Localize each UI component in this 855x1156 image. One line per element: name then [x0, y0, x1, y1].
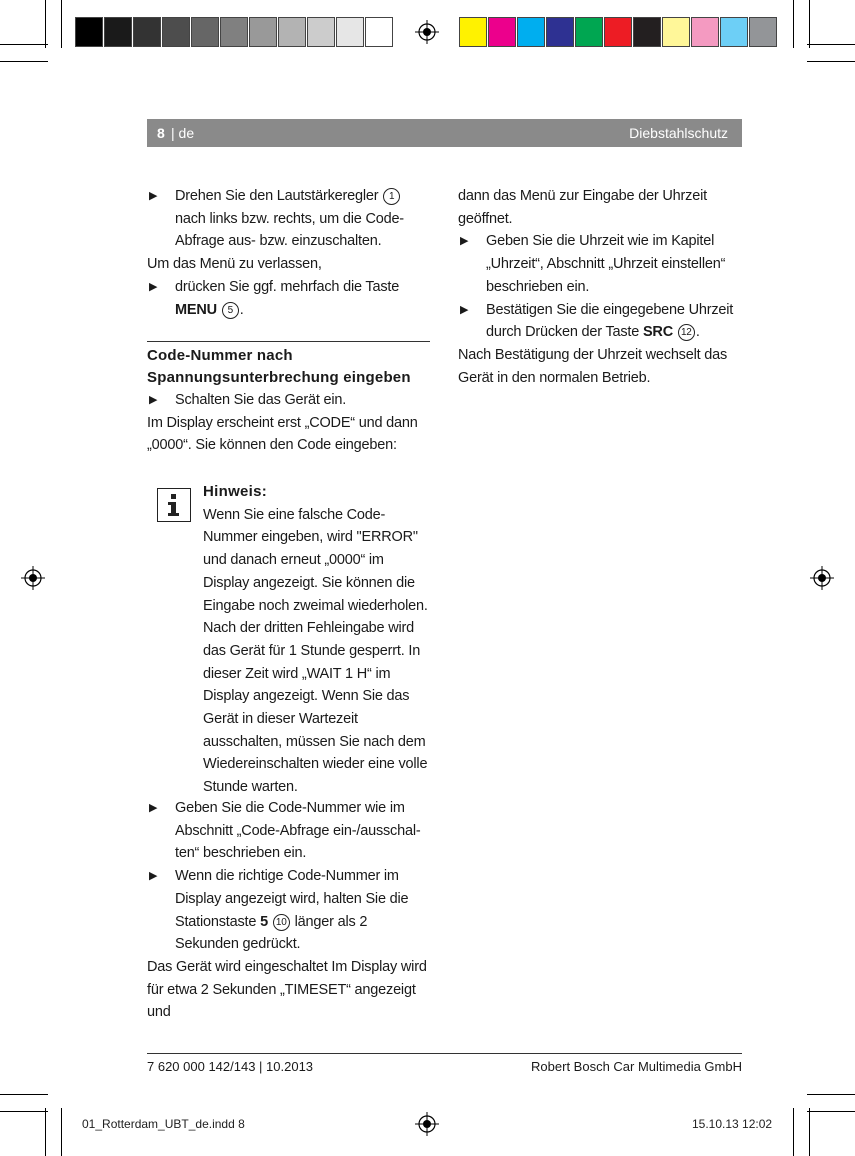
color-swatch — [104, 17, 132, 47]
control-number-badge: 12 — [678, 324, 695, 341]
color-swatch — [488, 17, 516, 47]
crop-mark — [807, 1111, 855, 1112]
bullet-item — [147, 276, 432, 321]
color-swatch — [75, 17, 103, 47]
bullet-text: nach links bzw. rechts, um die Code-Abfrage aus- bzw. einzuschalten. — [175, 210, 404, 250]
section-divider — [147, 341, 430, 342]
paragraph: Nach Bestätigung der Uhrzeit wechselt das Gerät in den normalen Betrieb. — [458, 346, 728, 386]
bullet-item — [147, 865, 432, 956]
key-label: MENU — [175, 301, 217, 318]
bullet-text: Drehen Sie den Lautstärkeregler — [175, 188, 379, 204]
color-swatch — [191, 17, 219, 47]
bullet-item — [458, 299, 743, 344]
registration-mark-icon — [415, 1112, 439, 1136]
bullet-triangle-icon: ▶ — [149, 394, 158, 406]
paragraph: Im Display erscheint erst „CODE“ und dann „0000“. Sie können den Code eingeben: — [147, 414, 418, 454]
info-icon — [157, 488, 191, 522]
bullet-item — [147, 797, 432, 865]
section-title: Diebstahlschutz — [629, 125, 728, 141]
bullet-triangle-icon: ▶ — [149, 280, 158, 293]
color-swatch — [517, 17, 545, 47]
bullet-text: Wenn die richtige Code-Nummer im Display angezeigt wird, halten Sie die Stationstaste — [175, 868, 409, 930]
right-column — [458, 185, 743, 389]
crop-mark — [45, 1108, 46, 1156]
color-swatch — [307, 17, 335, 47]
note-box — [203, 481, 431, 799]
bullet-item — [147, 185, 432, 253]
bullet-triangle-icon: ▶ — [460, 235, 469, 248]
bullet-item — [458, 230, 743, 298]
registration-mark-icon — [810, 566, 834, 590]
bullet-text: länger als 2 Sekunden gedrückt. — [175, 913, 368, 953]
company-name: Robert Bosch Car Multimedia GmbH — [531, 1059, 742, 1074]
color-swatch — [459, 17, 487, 47]
paragraph: Das Gerät wird eingeschaltet Im Display wird für etwa 2 Sekunden „TIMESET“ angezeigt und — [147, 958, 427, 1021]
bullet-text: drücken Sie ggf. mehrfach die Taste — [175, 278, 400, 295]
key-label: 5 — [260, 913, 268, 930]
crop-mark — [0, 1094, 48, 1095]
paragraph: Um das Menü zu verlassen, — [147, 256, 322, 273]
color-swatch — [278, 17, 306, 47]
color-swatch — [162, 17, 190, 47]
slug-filename: 01_Rotterdam_UBT_de.indd 8 — [82, 1117, 245, 1131]
color-swatch — [336, 17, 364, 47]
color-swatch — [749, 17, 777, 47]
left-column-lower — [147, 797, 432, 1024]
document-id: 7 620 000 142/143 | 10.2013 — [147, 1059, 314, 1074]
registration-mark-icon — [415, 20, 439, 44]
color-swatch — [691, 17, 719, 47]
color-swatch — [546, 17, 574, 47]
crop-mark — [61, 1108, 62, 1156]
bullet-text: . — [239, 301, 244, 318]
left-column-section — [147, 345, 430, 457]
color-swatch — [575, 17, 603, 47]
bullet-item — [147, 389, 430, 412]
bullet-text: Schalten Sie das Gerät ein. — [175, 392, 347, 408]
crop-mark — [793, 0, 794, 48]
footer-divider — [147, 1053, 742, 1054]
crop-mark — [0, 1111, 48, 1112]
slug-datetime: 15.10.13 12:02 — [692, 1117, 773, 1131]
crop-mark — [793, 1108, 794, 1156]
bullet-triangle-icon: ▶ — [149, 190, 158, 202]
color-swatch — [133, 17, 161, 47]
color-swatch — [220, 17, 248, 47]
key-label: SRC — [642, 324, 673, 341]
crop-mark — [45, 0, 46, 48]
color-swatch — [720, 17, 748, 47]
color-swatch — [365, 17, 393, 47]
crop-mark — [0, 61, 48, 62]
color-swatch — [249, 17, 277, 47]
crop-mark — [809, 0, 810, 48]
bullet-text: Geben Sie die Uhrzeit wie im Kapitel „Uhrzeit“, Abschnitt „Uhrzeit einstellen“ beschrieben ein. — [486, 233, 726, 295]
left-column — [147, 185, 432, 321]
color-swatch — [662, 17, 690, 47]
crop-mark — [0, 44, 48, 45]
bullet-text: Geben Sie die Code-Nummer wie im Abschnitt „Code-Abfrage ein-/ausschal-ten“ beschrieben ein. — [175, 800, 421, 862]
crop-mark — [61, 0, 62, 48]
bullet-text: Bestätigen Sie die eingegebene Uhrzeit durch Drücken der Taste — [486, 301, 734, 341]
paragraph: dann das Menü zur Eingabe der Uhrzeit geöffnet. — [458, 188, 707, 227]
crop-mark — [807, 1094, 855, 1095]
crop-mark — [807, 44, 855, 45]
control-number-badge: 10 — [273, 914, 290, 931]
page-number: 8 — [157, 125, 165, 141]
color-swatch — [604, 17, 632, 47]
bullet-triangle-icon: ▶ — [149, 802, 158, 814]
section-heading: Code-Nummer nach Spannungsunterbrechung eingeben — [147, 347, 411, 386]
color-swatch — [633, 17, 661, 47]
crop-mark — [807, 61, 855, 62]
registration-mark-icon — [21, 566, 45, 590]
note-body: Wenn Sie eine falsche Code-Nummer eingeben, wird "ERROR" und danach erneut „0000“ im Display angezeigt. Sie können die Eingabe noch zweimal wiederholen. Nach der dritten Fehleingabe wird das Gerät für 1 Stunde gesperrt. In dieser Zeit wird „WAIT 1 H“ im Display angezeigt. Wenn Sie das Gerät in dieser Wartezeit ausschalten, müssen Sie nach dem Wiedereinschalten wieder eine volle Stunde warten. — [203, 506, 428, 796]
control-number-badge: 5 — [222, 302, 239, 319]
page-header-bar — [147, 119, 742, 147]
control-number-badge: 1 — [383, 188, 400, 205]
crop-mark — [809, 1108, 810, 1156]
bullet-triangle-icon: ▶ — [149, 870, 158, 883]
language-label: | de — [171, 125, 195, 141]
bullet-triangle-icon: ▶ — [460, 303, 469, 316]
bullet-text: . — [695, 324, 700, 341]
note-title: Hinweis: — [203, 483, 268, 500]
